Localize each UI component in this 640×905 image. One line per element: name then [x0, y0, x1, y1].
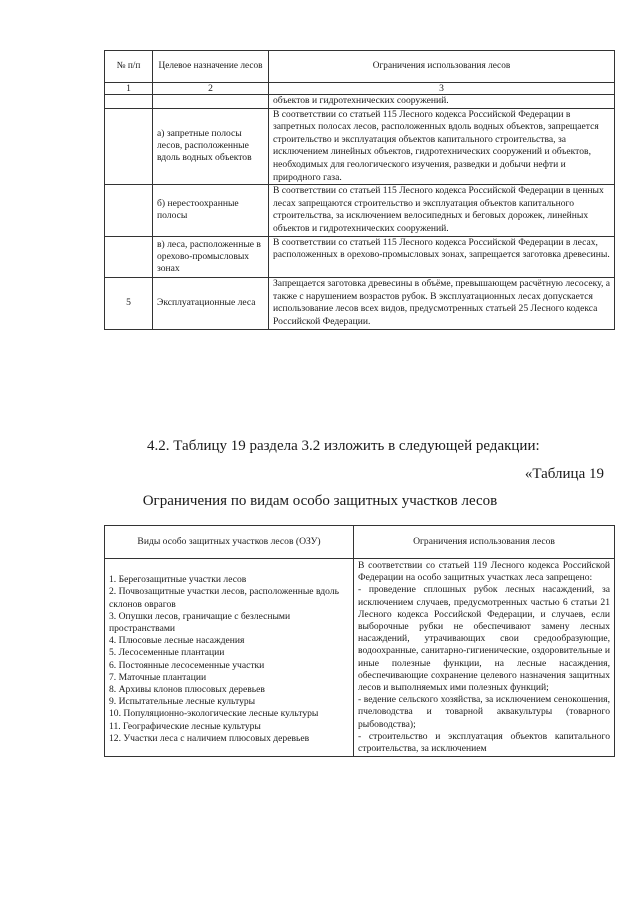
row-restriction: В соответствии со статьей 115 Лесного кодекса Российской Федерации в запретных полосах лесов, расположенных вдоль водных объектов, запрещается строительство и эксплуатация объектов капитального строительства, за исключением линейных объектов, гидротехнических сооружений и объектов, необходимых для геологического изучения, разведки и добычи нефти и природного газа. — [269, 108, 615, 185]
row-purpose: в) леса, расположенные в орехово-промысловых зонах — [153, 236, 269, 278]
ozu-types-cell — [105, 559, 354, 757]
row-number — [105, 95, 153, 109]
row-restriction: Запрещается заготовка древесины в объёме, превышающем расчётную лесосеку, а также с нарушением возрастов рубок. В эксплуатационных лесах допускается использование лесов всех видов, предусмотренных статьей 25 Лесного кодекса Российской Федерации. — [269, 278, 615, 329]
column-header-ozu-types: Виды особо защитных участков лесов (ОЗУ) — [105, 526, 354, 559]
row-purpose: а) запретные полосы лесов, расположенные вдоль водных объектов — [153, 108, 269, 185]
list-item: 12. Участки леса с наличием плюсовых деревьев — [109, 732, 310, 744]
restriction-paragraph: В соответствии со статьей 119 Лесного кодекса Российской Федерации на особо защитных участках леса запрещено: — [358, 560, 610, 584]
row-number — [105, 236, 153, 278]
column-number: 2 — [153, 83, 269, 95]
list-item: 5. Лесосеменные плантации — [109, 647, 225, 659]
row-restriction: В соответствии со статьей 115 Лесного кодекса Российской Федерации в ценных лесах запрещаются строительство и эксплуатация объектов капитального строительства, за исключением велосипедных и беговых дорожек, линейных объектов и гидротехнических сооружений. — [269, 185, 615, 236]
list-item: 1. Берегозащитные участки лесов — [109, 574, 247, 586]
list-item: 11. Географические лесные культуры — [109, 720, 261, 732]
column-number: 3 — [269, 83, 615, 95]
table-number: «Таблица 19 — [524, 466, 604, 482]
list-item: 9. Испытательные лесные культуры — [109, 696, 256, 708]
restriction-paragraph: - проведение сплошных рубок лесных насаждений, за исключением случаев, предусмотренных частью 6 статьи 21 Лесного кодекса Российской Федерации, и случаев, если выборочные рубки не обеспечивают замену лесных насаждений, утрачивающих свои средообразующие, водоохранные, санитарно-гигиенические, оздоровительные и иные полезные функции, на лесные насаждения, обеспечивающие сохранение целевого назначения защитных лесов и выполняемых ими полезных функций; — [358, 584, 610, 694]
table-row — [105, 108, 615, 185]
row-purpose: б) нерестоохранные полосы — [153, 185, 269, 236]
table-row — [105, 236, 615, 278]
column-header-purpose: Целевое назначение лесов — [153, 51, 269, 83]
list-item: 6. Постоянные лесосеменные участки — [109, 659, 265, 671]
list-item: 10. Популяционно-экологические лесные культуры — [109, 708, 319, 720]
table-row — [105, 185, 615, 236]
section-heading: 4.2. Таблицу 19 раздела 3.2 изложить в следующей редакции: — [147, 438, 540, 454]
row-number — [105, 185, 153, 236]
row-number — [105, 108, 153, 185]
row-number: 5 — [105, 278, 153, 329]
table-header-row — [105, 51, 615, 83]
forest-purpose-table — [104, 50, 615, 330]
table-row — [105, 95, 615, 109]
column-header-restrictions: Ограничения использования лесов — [269, 51, 615, 83]
list-item: 2. Почвозащитные участки лесов, расположенные вдоль склонов оврагов — [109, 586, 339, 610]
list-item: 3. Опушки лесов, граничащие с безлесными пространствами — [109, 610, 291, 635]
list-item: 8. Архивы клонов плюсовых деревьев — [109, 684, 265, 696]
table-row — [105, 278, 615, 329]
row-restriction: объектов и гидротехнических сооружений. — [269, 95, 615, 109]
list-item: 4. Плюсовые лесные насаждения — [109, 635, 245, 647]
restrictions-cell — [354, 559, 615, 757]
table-title: Ограничения по видам особо защитных участков лесов — [142, 493, 498, 509]
column-header-restrictions: Ограничения использования лесов — [354, 526, 615, 559]
list-item: 7. Маточные плантации — [109, 671, 207, 683]
row-purpose — [153, 95, 269, 109]
table-header-row — [105, 526, 615, 559]
ozu-restrictions-table — [104, 525, 615, 757]
column-header-number: № п/п — [105, 51, 153, 83]
column-numbers-row — [105, 83, 615, 95]
row-purpose: Эксплуатационные леса — [153, 278, 269, 329]
restriction-paragraph: - ведение сельского хозяйства, за исключением сенокошения, пчеловодства и товарной аквакультуры (товарного рыбоводства); — [358, 694, 610, 730]
table-row — [105, 559, 615, 757]
restriction-paragraph: - строительство и эксплуатация объектов капитального строительства, за исключением — [358, 730, 610, 755]
column-number: 1 — [105, 83, 153, 95]
row-restriction: В соответствии со статьей 115 Лесного кодекса Российской Федерации в лесах, расположенных в орехово-промысловых зонах, запрещается заготовка древесины. — [269, 236, 615, 278]
